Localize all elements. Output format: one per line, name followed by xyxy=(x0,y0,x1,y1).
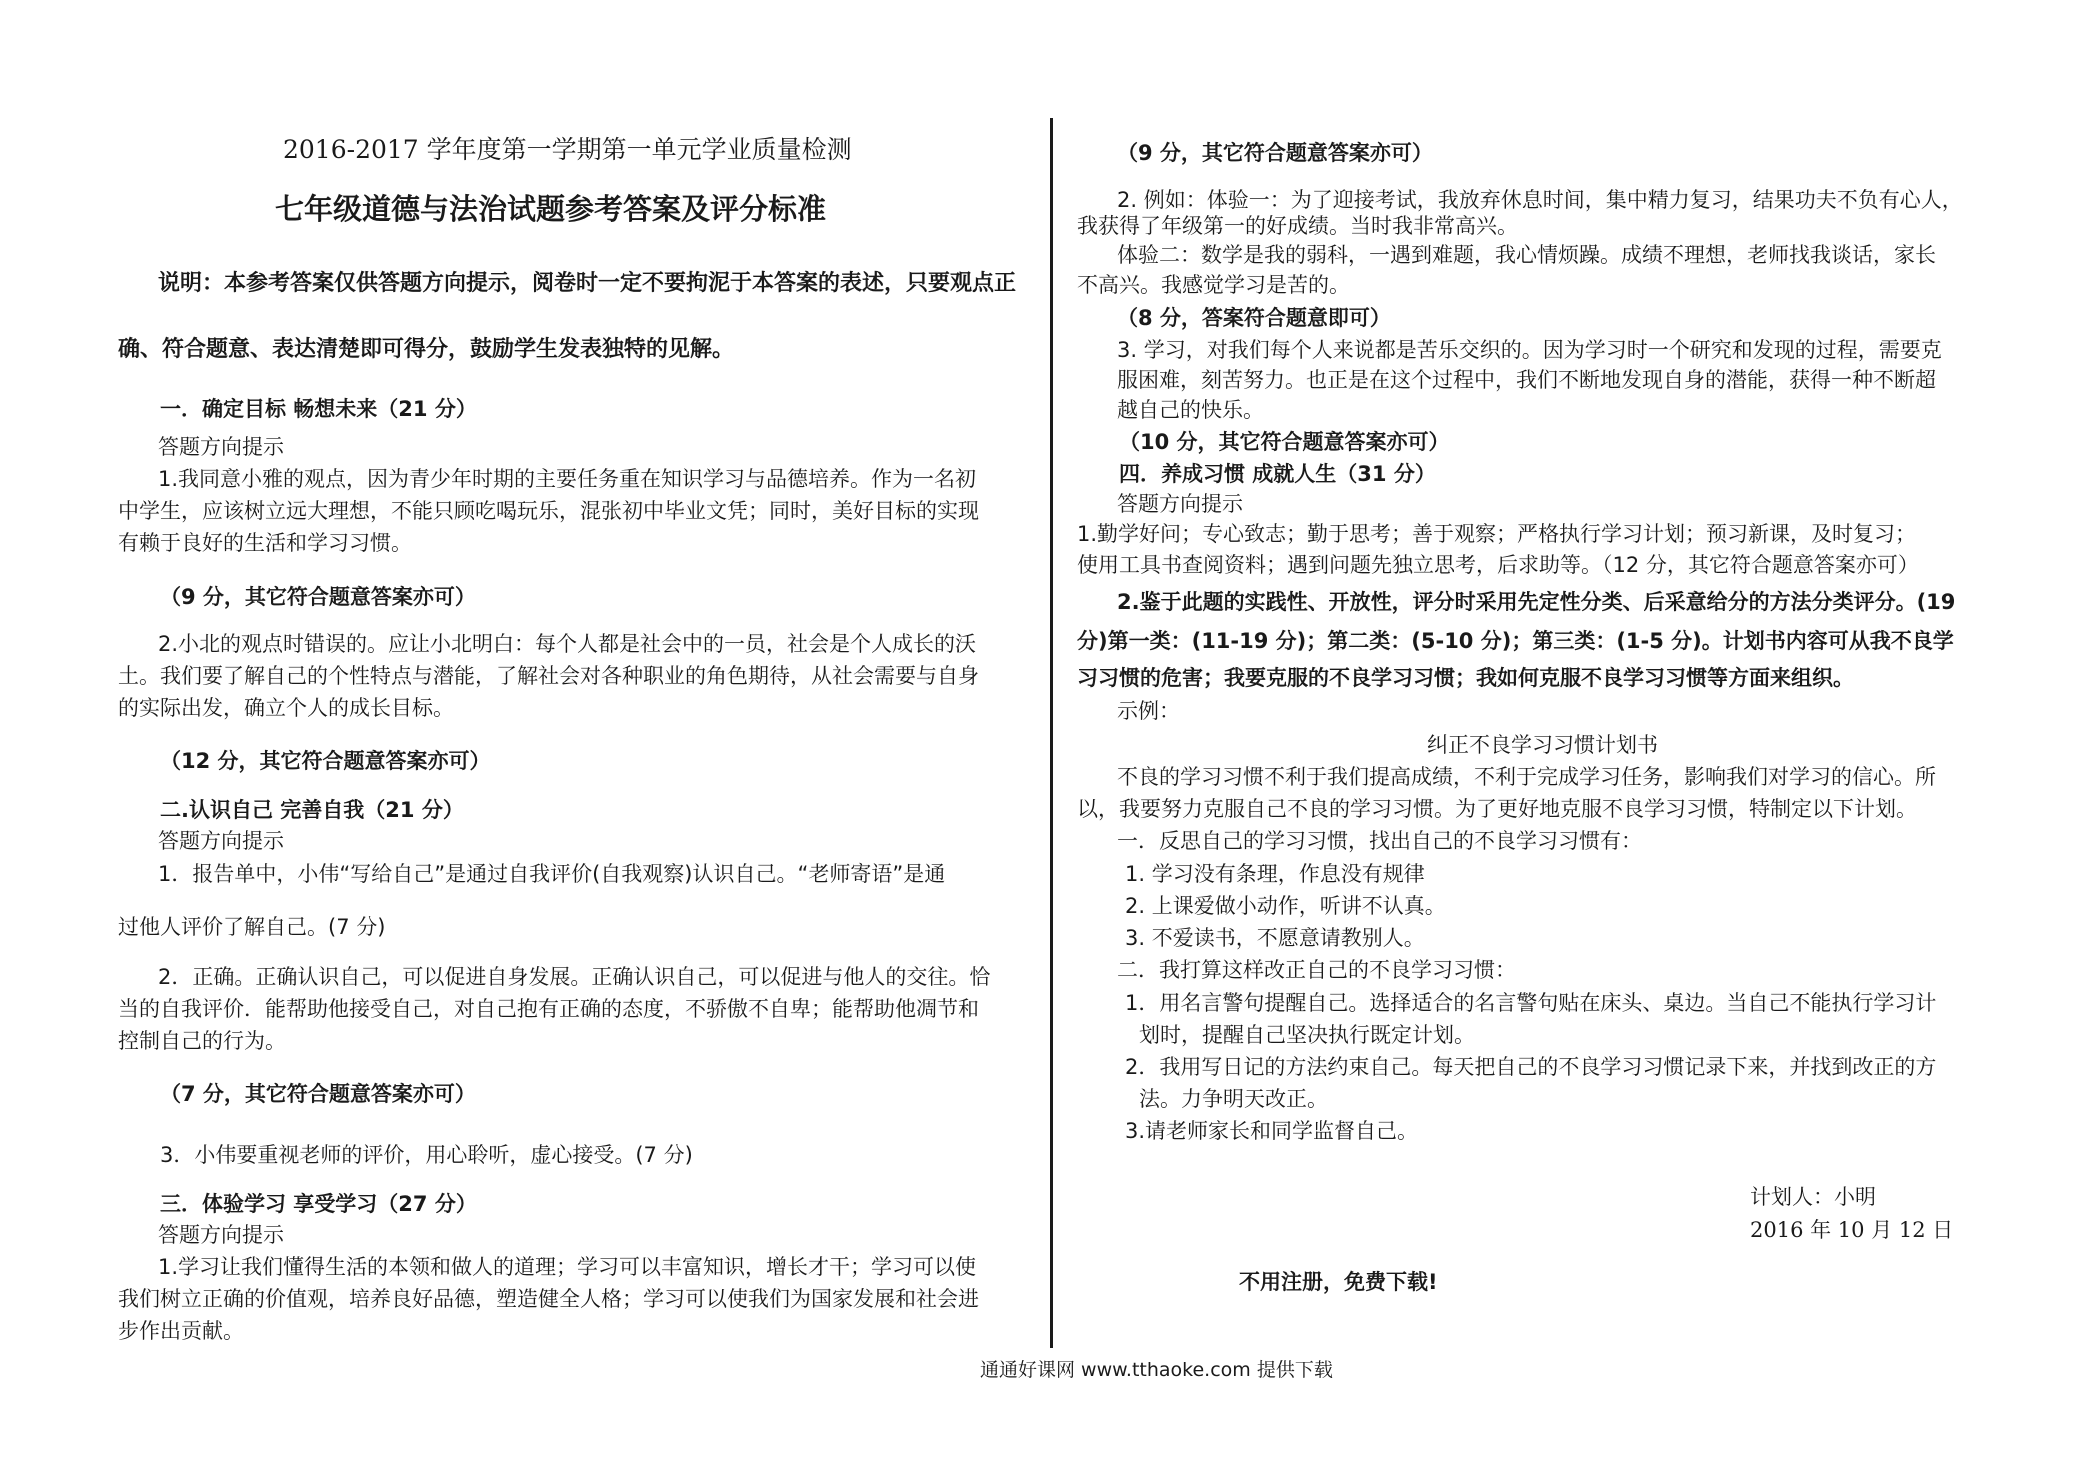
s1-answer-2-line-2: 土。我们要了解自己的个性特点与潜能，了解社会对各种职业的角色期待，从社会需要与自身 xyxy=(118,664,979,688)
example-label: 示例： xyxy=(1117,699,1180,723)
note-line-1: 说明：本参考答案仅供答题方向提示，阅卷时一定不要拘泥于本答案的表述，只要观点正 xyxy=(158,271,1017,296)
plan-step-1-line-1: 1．用名言警句提醒自己。选择适合的名言警句贴在床头、桌边。当自己不能执行学习计 xyxy=(1125,991,1937,1015)
r-answer-3-line-3: 越自己的快乐。 xyxy=(1117,398,1264,422)
r-score-3: （10 分，其它符合题意答案亦可） xyxy=(1119,430,1450,454)
plan-step-2-line-2: 法。力争明天改正。 xyxy=(1139,1087,1328,1111)
section-3-hint: 答题方向提示 xyxy=(158,1223,284,1247)
section-3-title: 三．体验学习 享受学习（27 分） xyxy=(160,1192,477,1216)
plan-intro-line-2: 以，我要努力克服自己不良的学习习惯。为了更好地克服不良学习习惯，特制定以下计划。 xyxy=(1077,797,1917,821)
s1-score-2: （12 分，其它符合题意答案亦可） xyxy=(160,749,491,773)
s1-answer-2-line-1: 2.小北的观点时错误的。应让小北明白：每个人都是社会中的一员，社会是个人成长的沃 xyxy=(158,632,977,656)
section-4-hint: 答题方向提示 xyxy=(1117,492,1243,516)
exam-title: 2016-2017 学年度第一学期第一单元学业质量检测 xyxy=(283,135,852,164)
page-title: 七年级道德与法治试题参考答案及评分标准 xyxy=(275,192,827,226)
s4-answer-1-line-2: 使用工具书查阅资料；遇到问题先独立思考，后求助等。（12 分，其它符合题意答案亦可） xyxy=(1077,553,1919,577)
free-download-note: 不用注册，免费下载! xyxy=(1239,1270,1438,1294)
plan-title: 纠正不良学习习惯计划书 xyxy=(1427,733,1658,757)
plan-heading-2: 二．我打算这样改正自己的不良学习习惯： xyxy=(1117,958,1516,982)
s4-answer-2-line-2: 分)第一类：(11-19 分)；第二类：(5-10 分)；第三类：(1-5 分)。计划书内容可从我不良学 xyxy=(1077,629,1954,653)
r-answer-2-line-3: 体验二：数学是我的弱科，一遇到难题，我心情烦躁。成绩不理想，老师找我谈话，家长 xyxy=(1117,243,1936,267)
s2-answer-2-line-3: 控制自己的行为。 xyxy=(118,1029,286,1053)
note-line-2: 确、符合题意、表达清楚即可得分，鼓励学生发表独特的见解。 xyxy=(118,337,735,362)
s1-score-1: （9 分，其它符合题意答案亦可） xyxy=(160,585,476,609)
s2-score-2: （7 分，其它符合题意答案亦可） xyxy=(160,1082,476,1106)
section-4-title: 四．养成习惯 成就人生（31 分） xyxy=(1119,462,1436,486)
r-answer-2-line-4: 不高兴。我感觉学习是苦的。 xyxy=(1077,273,1350,297)
plan-item-3: 3. 不爱读书，不愿意请教别人。 xyxy=(1125,926,1425,950)
plan-item-2: 2. 上课爱做小动作，听讲不认真。 xyxy=(1125,894,1446,918)
s2-answer-2-line-1: 2．正确。正确认识自己，可以促进自身发展。正确认识自己，可以促进与他人的交往。恰 xyxy=(158,965,991,989)
s1-answer-1-line-1: 1.我同意小雅的观点，因为青少年时期的主要任务重在知识学习与品德培养。作为一名初 xyxy=(158,467,977,491)
s2-answer-1-line-1: 1．报告单中，小伟“写给自己”是通过自我评价(自我观察)认识自己。“老师寄语”是通 xyxy=(158,862,946,886)
r-answer-2-line-1: 2. 例如：体验一：为了迎接考试，我放弃休息时间，集中精力复习，结果功夫不负有心人， xyxy=(1117,188,1963,212)
s1-answer-1-line-3: 有赖于良好的生活和学习习惯。 xyxy=(118,531,412,555)
r-score-2: （8 分，答案符合题意即可） xyxy=(1117,306,1391,330)
plan-step-1-line-2: 划时，提醒自己坚决执行既定计划。 xyxy=(1139,1023,1475,1047)
plan-step-2-line-1: 2．我用写日记的方法约束自己。每天把自己的不良学习习惯记录下来，并找到改正的方 xyxy=(1125,1055,1937,1079)
section-1-title: 一．确定目标 畅想未来（21 分） xyxy=(160,397,477,421)
column-divider xyxy=(1050,118,1053,1348)
s4-answer-2-line-1: 2.鉴于此题的实践性、开放性，评分时采用先定性分类、后采意给分的方法分类评分。(19 xyxy=(1117,590,1956,614)
plan-intro-line-1: 不良的学习习惯不利于我们提高成绩，不利于完成学习任务，影响我们对学习的信心。所 xyxy=(1117,765,1936,789)
footer-source: 通通好课网 www.tthaoke.com 提供下载 xyxy=(980,1359,1333,1381)
s2-answer-3: 3．小伟要重视老师的评价，用心聆听，虚心接受。(7 分) xyxy=(160,1143,693,1167)
s2-answer-1-line-2: 过他人评价了解自己。(7 分) xyxy=(118,915,386,939)
r-answer-3-line-2: 服困难，刻苦努力。也正是在这个过程中，我们不断地发现自身的潜能，获得一种不断超 xyxy=(1117,368,1936,392)
r-score-1: （9 分，其它符合题意答案亦可） xyxy=(1117,141,1433,165)
s3-answer-1-line-1: 1.学习让我们懂得生活的本领和做人的道理；学习可以丰富知识，增长才干；学习可以使 xyxy=(158,1255,977,1279)
section-1-hint: 答题方向提示 xyxy=(158,435,284,459)
s1-answer-1-line-2: 中学生，应该树立远大理想，不能只顾吃喝玩乐，混张初中毕业文凭；同时，美好目标的实现 xyxy=(118,499,979,523)
s3-answer-1-line-3: 步作出贡献。 xyxy=(118,1319,244,1343)
s2-answer-2-line-2: 当的自我评价．能帮助他接受自己，对自己抱有正确的态度，不骄傲不自卑；能帮助他凋节和 xyxy=(118,997,979,1021)
plan-date: 2016 年 10 月 12 日 xyxy=(1750,1218,1954,1242)
r-answer-3-line-1: 3. 学习，对我们每个人来说都是苦乐交织的。因为学习时一个研究和发现的过程，需要克 xyxy=(1117,338,1942,362)
plan-step-3: 3.请老师家长和同学监督自己。 xyxy=(1125,1119,1419,1143)
s4-answer-1-line-1: 1.勤学好问；专心致志；勤于思考；善于观察；严格执行学习计划；预习新课，及时复习； xyxy=(1077,522,1917,546)
s4-answer-2-line-3: 习习惯的危害；我要克服的不良学习习惯；我如何克服不良学习习惯等方面来组织。 xyxy=(1077,666,1854,690)
s1-answer-2-line-3: 的实际出发，确立个人的成长目标。 xyxy=(118,696,454,720)
plan-signer: 计划人：小明 xyxy=(1750,1185,1876,1209)
r-answer-2-line-2: 我获得了年级第一的好成绩。当时我非常高兴。 xyxy=(1077,214,1518,238)
section-2-hint: 答题方向提示 xyxy=(158,829,284,853)
plan-heading-1: 一．反思自己的学习习惯，找出自己的不良学习习惯有： xyxy=(1117,829,1642,853)
section-2-title: 二.认识自己 完善自我（21 分） xyxy=(160,798,464,822)
s3-answer-1-line-2: 我们树立正确的价值观，培养良好品德，塑造健全人格；学习可以使我们为国家发展和社会进 xyxy=(118,1287,979,1311)
plan-item-1: 1. 学习没有条理，作息没有规律 xyxy=(1125,862,1425,886)
